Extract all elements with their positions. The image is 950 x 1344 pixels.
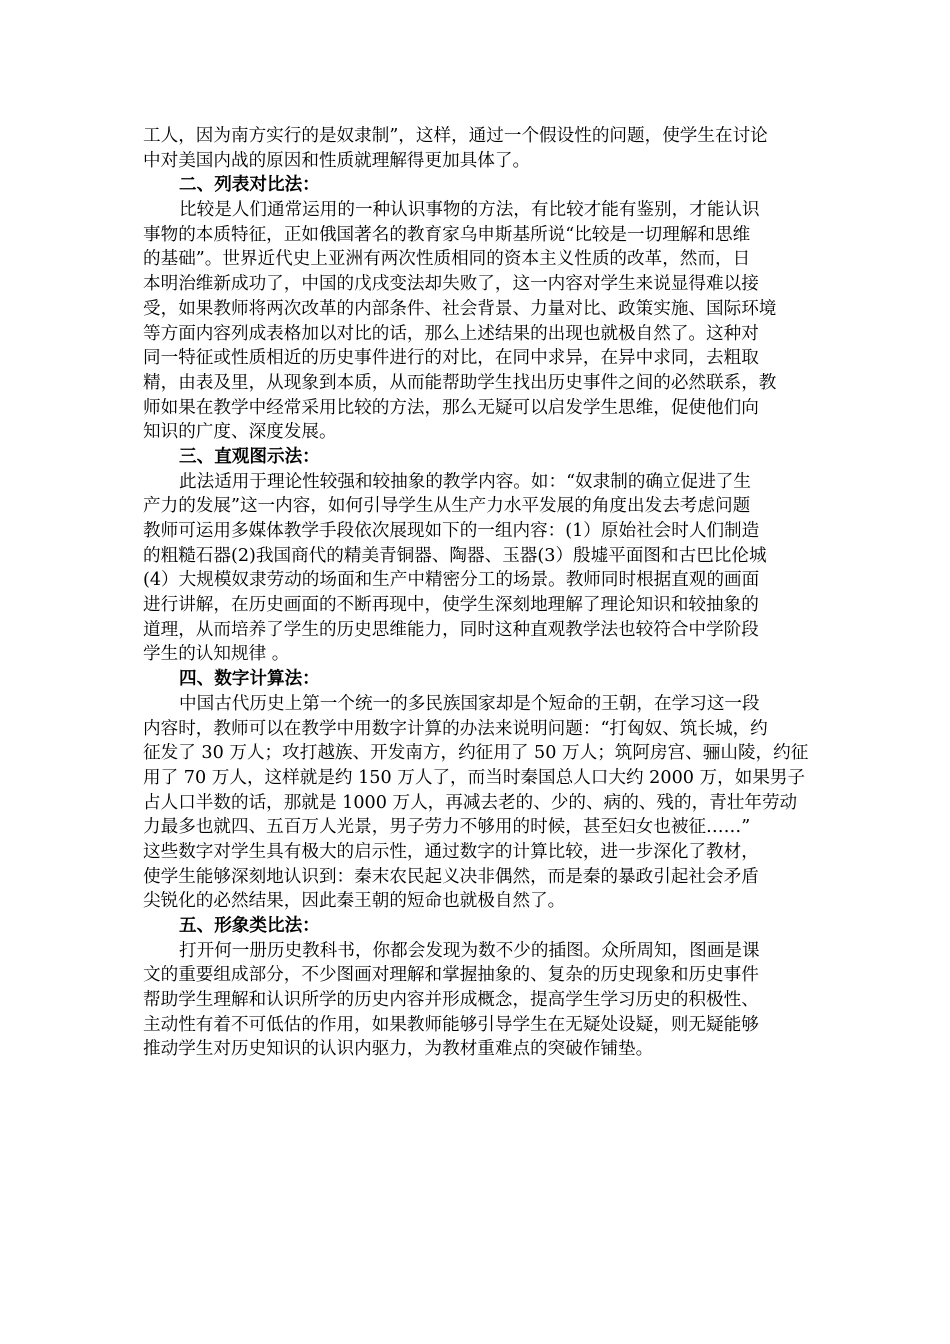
text-line: 征发了 30 万人；攻打越族、开发南方，约征用了 50 万人；筑阿房宫、骊山陵，约征 <box>143 743 809 764</box>
text-line: 主动性有着不可低估的作用，如果教师能够引导学生在无疑处设疑，则无疑能够 <box>143 1014 759 1035</box>
text-line: 使学生能够深刻地认识到：秦末农民起义决非偶然，而是秦的暴政引起社会矛盾 <box>143 866 759 887</box>
section-heading: 五、形象类比法： <box>179 915 320 936</box>
section-visual-illustration <box>143 445 811 667</box>
text-line: 此法适用于理论性较强和较抽象的教学内容。如：“奴隶制的确立促进了生 <box>179 471 751 492</box>
text-line: 事物的本质特征，正如俄国著名的教育家乌申斯基所说“比较是一切理解和思维 <box>143 224 751 245</box>
text-line: 用了 70 万人，这样就是约 150 万人了，而当时秦国总人口大约 2000 万，如果男子 <box>143 767 806 788</box>
section-heading: 二、列表对比法： <box>179 174 320 196</box>
text-line: 教师可运用多媒体教学手段依次展现如下的一组内容：(1）原始社会时人们制造 <box>143 521 760 541</box>
text-line: 文的重要组成部分，不少图画对理解和掌握抽象的、复杂的历史现象和历史事件 <box>143 965 759 986</box>
text-line: 本明治维新成功了，中国的戊戌变法却失败了，这一内容对学生来说显得难以接 <box>143 274 759 295</box>
text-line: 帮助学生理解和认识所学的历史内容并形成概念，提高学生学习历史的积极性、 <box>143 990 759 1011</box>
text-line: 中国古代历史上第一个统一的多民族国家却是个短命的王朝，在学习这一段 <box>179 693 760 714</box>
text-line: 尖锐化的必然结果，因此秦王朝的短命也就极自然了。 <box>143 891 566 912</box>
section-image-analogy <box>143 914 811 1062</box>
text-line: 力最多也就四、五百万人光景，男子劳力不够用的时候，甚至妇女也被征……” <box>143 817 751 838</box>
text-line: 同一特征或性质相近的历史事件进行的对比，在同中求异，在异中求同，去粗取 <box>143 348 759 369</box>
text-line: 精，由表及里，从现象到本质，从而能帮助学生找出历史事件之间的必然联系，教 <box>143 372 777 393</box>
text-line: 受，如果教师将两次改革的内部条件、社会背景、力量对比、政策实施、国际环境 <box>143 298 777 319</box>
text-line: 等方面内容列成表格加以对比的话，那么上述结果的出现也就极自然了。这种对 <box>143 323 759 344</box>
text-line: 学生的认知规律 。 <box>143 644 290 665</box>
text-line: 道理，从而培养了学生的历史思维能力，同时这种直观教学法也较符合中学阶段 <box>143 619 759 640</box>
text-line: 占人口半数的话，那就是 1000 万人，再减去老的、少的、病的、残的，青壮年劳动 <box>143 792 798 813</box>
text-line: 内容时，教师可以在教学中用数字计算的办法来说明问题：“打匈奴、筑长城，约 <box>143 718 768 739</box>
text-line: (4）大规模奴隶劳动的场面和生产中精密分工的场景。教师同时根据直观的画面 <box>143 570 760 591</box>
text-line: 打开何一册历史教科书，你都会发现为数不少的插图。众所周知，图画是课 <box>179 940 760 961</box>
text-line: 工人，因为南方实行的是奴隶制”，这样，通过一个假设性的问题，使学生在讨论 <box>143 126 768 146</box>
text-line: 知识的广度、深度发展。 <box>143 422 337 443</box>
text-line: 的粗糙石器(2)我国商代的精美青铜器、陶器、玉器(3）殷墟平面图和古巴比伦城 <box>143 545 767 566</box>
text-line: 的基础”。世界近代史上亚洲有两次性质相同的资本主义性质的改革，然而，日 <box>143 249 751 270</box>
text-line: 比较是人们通常运用的一种认识事物的方法，有比较才能有鉴别，才能认识 <box>179 200 760 221</box>
section-heading: 四、数字计算法： <box>179 668 320 690</box>
text-line: 这些数字对学生具有极大的启示性，通过数字的计算比较，进一步深化了教材， <box>143 841 759 862</box>
intro-paragraph <box>143 124 811 173</box>
text-line: 推动学生对历史知识的认识内驱力，为教材重难点的突破作铺垫。 <box>143 1039 654 1060</box>
section-numeric-calculation <box>143 667 811 914</box>
text-line: 产力的发展”这一内容，如何引导学生从生产力水平发展的角度出发去考虑问题 <box>143 496 751 517</box>
text-line: 师如果在教学中经常采用比较的方法，那么无疑可以启发学生思维，促使他们向 <box>143 397 759 418</box>
text-line: 中对美国内战的原因和性质就理解得更加具体了。 <box>143 150 531 171</box>
section-comparison-table <box>143 173 811 445</box>
document-page <box>143 124 811 1062</box>
section-heading: 三、直观图示法： <box>179 445 320 467</box>
text-line: 进行讲解，在历史画面的不断再现中，使学生深刻地理解了理论知识和较抽象的 <box>143 595 759 616</box>
